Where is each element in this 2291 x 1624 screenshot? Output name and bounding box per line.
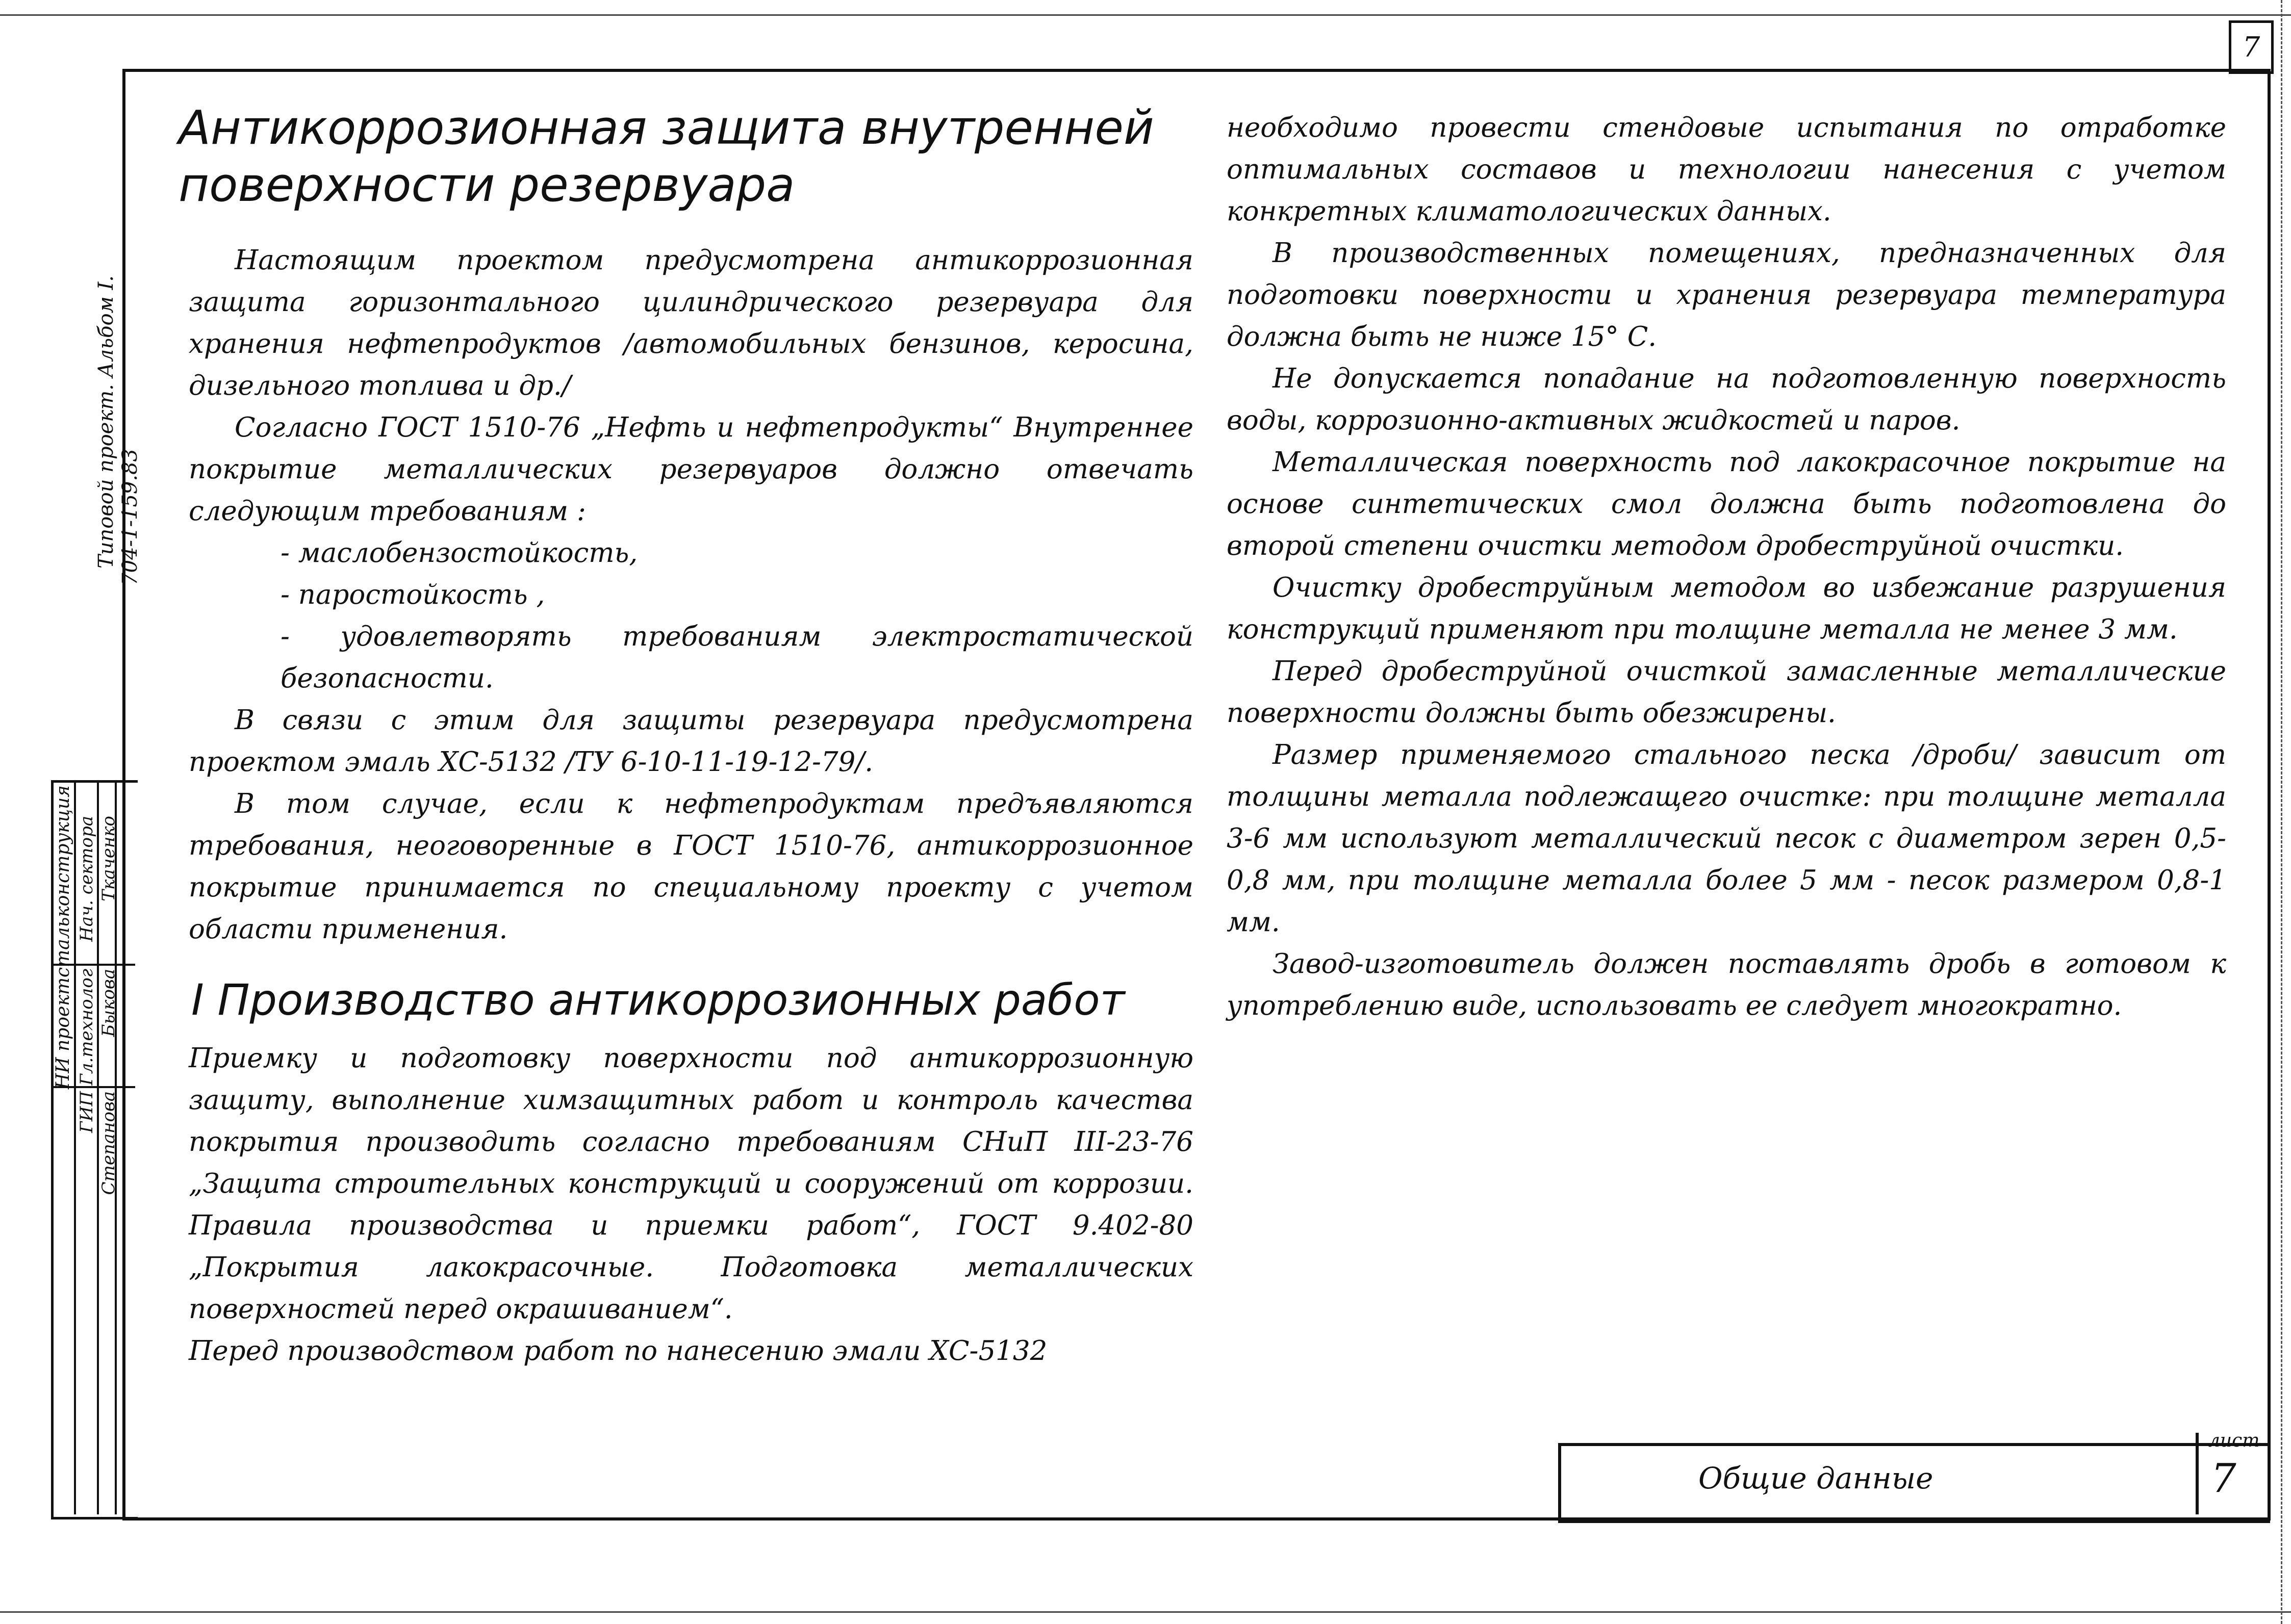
role-sector-head: Нач. сектора bbox=[77, 816, 97, 942]
album-title: Типовой проект. Альбом I. bbox=[94, 275, 118, 569]
sheet-number-top: 7 bbox=[2229, 20, 2274, 74]
page-edge-right bbox=[2281, 0, 2282, 1624]
paragraph: Перед дробеструйной очисткой замасленные металлические поверхности должны быть обезжирены. bbox=[1227, 656, 2226, 729]
list-item: - маслобензостойкость, bbox=[281, 537, 638, 569]
page-edge-bottom bbox=[0, 1611, 2291, 1613]
paragraph: В производственных помещениях, предназначенных для подготовки поверхности и хранения резервуара температура должна быть не ниже 15° С. bbox=[1227, 238, 2226, 352]
left-column bbox=[189, 240, 1193, 950]
paragraph: Приемку и подготовку поверхности под антикоррозионную защиту, выполнение химзащитных работ и контроль качества покрытия производить согласно требованиям СНиП III-23-76 „Защита строительных конструкций и сооружений от коррозии. Правила производства и приемки работ“, ГОСТ 9.402-80 „Покрытия лакокрасочные. Подготовка металлических поверхностей перед окрашиванием“. bbox=[189, 1043, 1193, 1325]
paragraph: Согласно ГОСТ 1510-76 „Нефть и нефтепродукты“ Внутреннее покрытие металлических резервуаров должно отвечать следующим требованиям : bbox=[189, 412, 1193, 527]
section-title: I Производство антикоррозионных работ bbox=[191, 975, 1125, 1025]
role-gip: ГИП bbox=[77, 1091, 97, 1133]
name-bykova: Быкова bbox=[98, 969, 119, 1037]
name-stepanova: Степанова bbox=[98, 1091, 119, 1195]
page-title: Антикоррозионная защита внутренней поверхности резервуара bbox=[179, 100, 1154, 212]
paragraph: Металлическая поверхность под лакокрасочное покрытие на основе синтетических смол должна быть подготовлена до второй степени очистки методом дробеструйной очистки. bbox=[1227, 447, 2226, 561]
name-tkachenko: Ткаченко bbox=[98, 816, 119, 901]
right-column bbox=[1227, 107, 2226, 1027]
requirements-list bbox=[189, 532, 1193, 700]
paragraph: Завод-изготовитель должен поставлять дробь в готовом к употреблению виде, использовать ее следует многократно. bbox=[1227, 948, 2226, 1021]
paragraph: Настоящим проектом предусмотрена антикоррозионная защита горизонтального цилиндрического резервуара для хранения нефтепродуктов /автомобильных бензинов, керосина, дизельного топлива и др./ bbox=[189, 245, 1193, 401]
paragraph: Очистку дробеструйным методом во избежание разрушения конструкций применяют при толщине металла не менее 3 мм. bbox=[1227, 572, 2226, 645]
sheet-number: 7 bbox=[2211, 1456, 2236, 1502]
institute-name: НИ проектстальконструкция bbox=[53, 785, 73, 1090]
sheet-label: лист bbox=[2208, 1430, 2260, 1451]
project-code: 704-1-159.83 bbox=[118, 449, 142, 586]
title-block-text: Общие данные bbox=[1698, 1461, 1933, 1496]
paragraph: В связи с этим для защиты резервуара предусмотрена проектом эмаль ХС-5132 /ТУ 6-10-11-19-12-79/. bbox=[189, 705, 1193, 778]
paragraph: необходимо провести стендовые испытания по отработке оптимальных составов и технологии нанесения с учетом конкретных климатологических данных. bbox=[1227, 112, 2226, 227]
paragraph: Перед производством работ по нанесению эмали ХС-5132 bbox=[189, 1335, 1048, 1367]
paragraph: В том случае, если к нефтепродуктам предъявляются требования, неоговоренные в ГОСТ 1510-76, антикоррозионное покрытие принимается по специальному проекту с учетом области применения. bbox=[189, 788, 1193, 945]
list-item: - паростойкость , bbox=[281, 579, 545, 610]
side-stamp-divider bbox=[74, 780, 76, 1514]
list-item: - удовлетворять требованиям электростатической безопасности. bbox=[281, 621, 1193, 694]
page-edge-top bbox=[0, 14, 2291, 16]
role-technologist: Гл.технолог bbox=[77, 969, 97, 1086]
left-column-section bbox=[189, 1038, 1193, 1372]
paragraph: Размер применяемого стального песка /дроби/ зависит от толщины металла подлежащего очистке: при толщине металла 3-6 мм используют металлический песок с диаметром зерен 0,5-0,8 мм, при толщине металла более 5 мм - песок размером 0,8-1 мм. bbox=[1227, 739, 2226, 938]
paragraph: Не допускается попадание на подготовленную поверхность воды, коррозионно-активных жидкостей и паров. bbox=[1227, 363, 2226, 436]
